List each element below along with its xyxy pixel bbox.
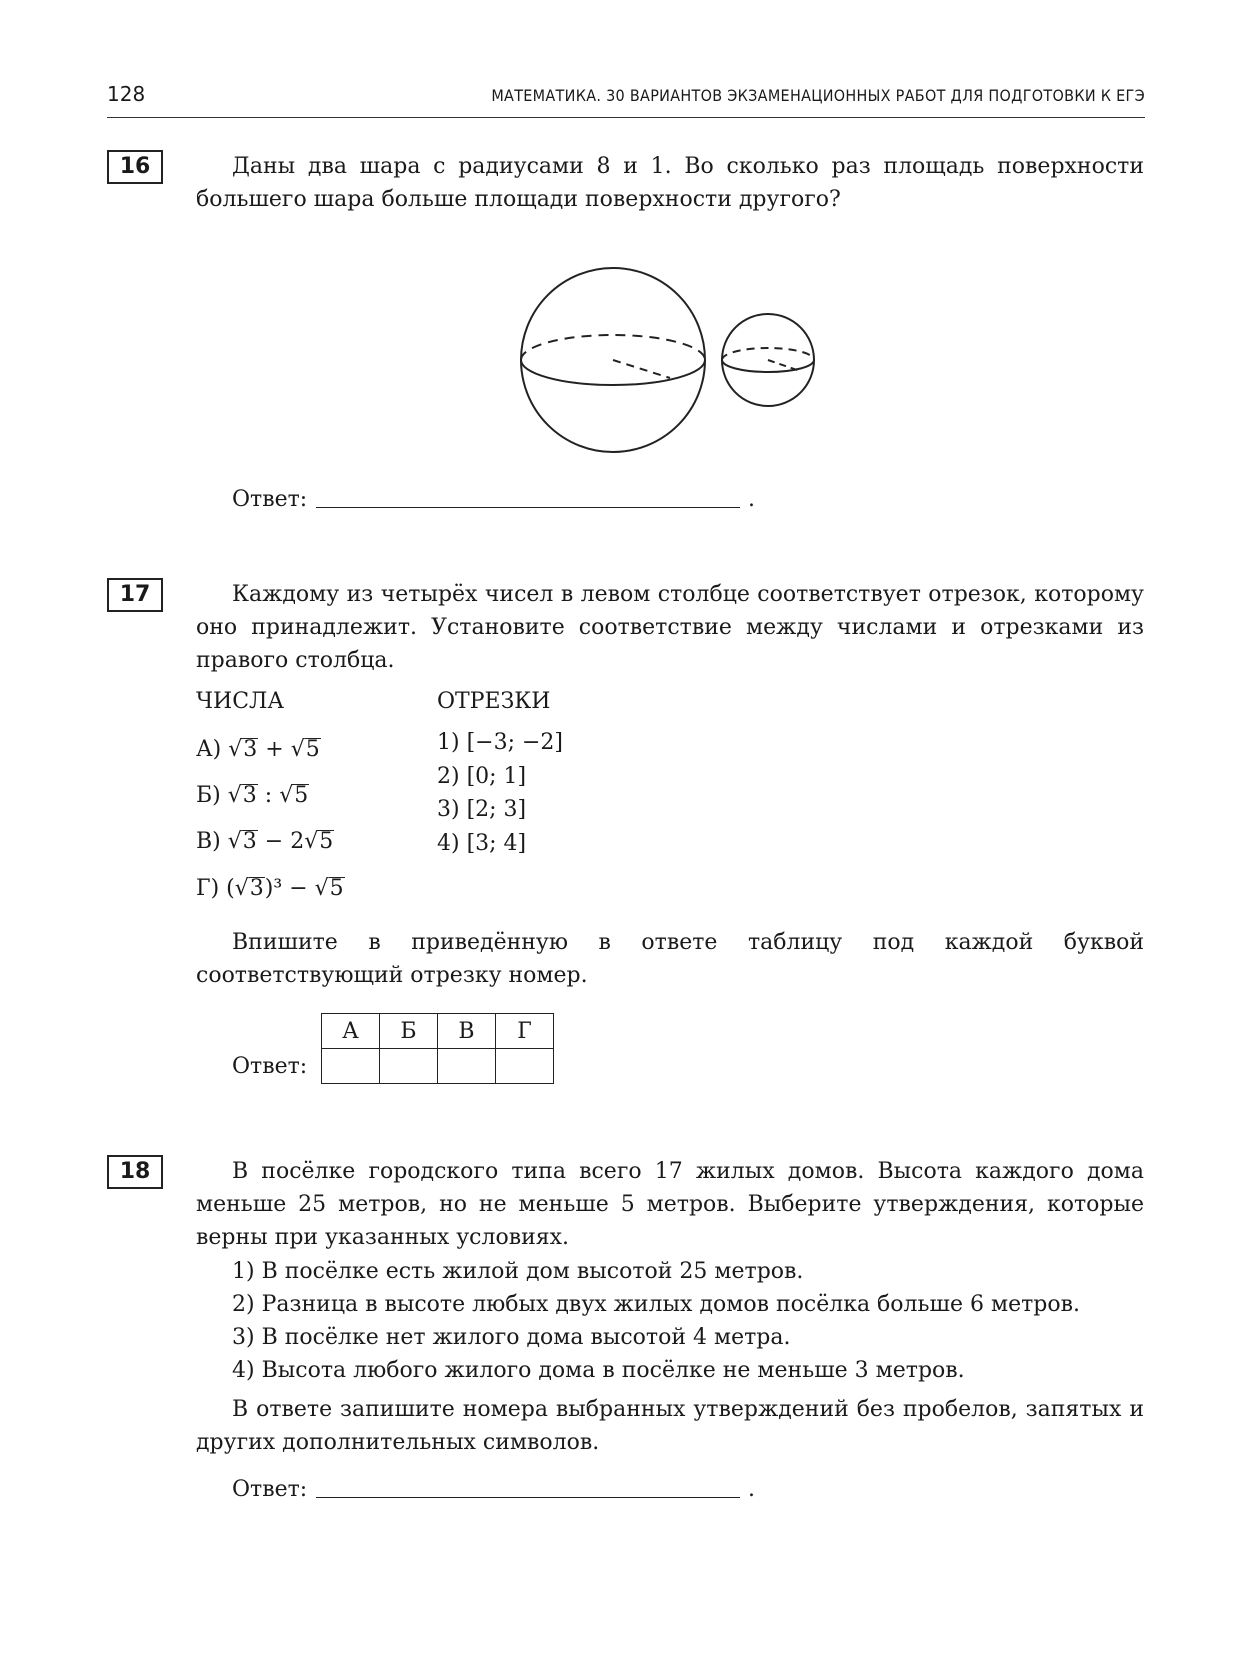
radicand: 3: [249, 876, 264, 901]
operator: +: [265, 737, 284, 762]
task-17-instruction: Впишите в приведённую в ответе таблицу под каждой буквой соответствующий отрезку номер.: [196, 930, 1144, 988]
answer-table-input-row: [322, 1049, 554, 1084]
task-18-answer-field[interactable]: [316, 1497, 740, 1498]
answer-cell-v[interactable]: [438, 1049, 496, 1084]
answer-table: [321, 1013, 554, 1084]
answer-cell-g[interactable]: [496, 1049, 554, 1084]
statement-3: 3) В посёлке нет жилого дома высотой 4 метра.: [232, 1325, 791, 1350]
book-title: МАТЕМАТИКА. 30 ВАРИАНТОВ ЭКЗАМЕНАЦИОННЫХ РАБОТ ДЛЯ ПОДГОТОВКИ К ЕГЭ: [491, 86, 1145, 105]
number-item-label: В): [196, 829, 221, 854]
answer-table-header-row: [322, 1014, 554, 1049]
answer-table-header: А: [322, 1014, 380, 1049]
task-18-instruction: В ответе запишите номера выбранных утверждений без пробелов, запятых и других дополнительных символов.: [196, 1397, 1144, 1455]
radicand: 5: [294, 783, 309, 808]
small-equator-front: [722, 360, 814, 372]
segments-column-header: ОТРЕЗКИ: [437, 689, 551, 714]
radicand: 3: [243, 737, 258, 762]
statement-4: 4) Высота любого жилого дома в посёлке не меньше 3 метров.: [232, 1358, 965, 1383]
open-paren: (: [226, 876, 235, 901]
spheres-figure: [510, 262, 830, 462]
operator: :: [264, 783, 273, 808]
task-18-number: 18: [107, 1155, 163, 1189]
segment-item-4: 4) [3; 4]: [437, 831, 527, 856]
task-16-number: 16: [107, 150, 163, 184]
task-18-answer-label: Ответ:: [232, 1477, 308, 1502]
statement-1: 1) В посёлке есть жилой дом высотой 25 метров.: [232, 1259, 804, 1284]
operator: −: [289, 876, 308, 901]
close-paren-power: )³: [264, 876, 283, 901]
segment-item-2: 2) [0; 1]: [437, 764, 527, 789]
radicand: 5: [319, 829, 334, 854]
segment-item-1: 1) [−3; −2]: [437, 730, 564, 755]
answer-cell-b[interactable]: [380, 1049, 438, 1084]
header-divider: [107, 117, 1145, 118]
answer-cell-a[interactable]: [322, 1049, 380, 1084]
answer-table-header: Г: [496, 1014, 554, 1049]
number-item-label: Б): [196, 783, 221, 808]
number-item-v: В) √3 − 2√5: [196, 829, 334, 854]
task-17-text: Каждому из четырёх чисел в левом столбце соответствует отрезок, которому оно принадлежит. Установите соответствие между числами и отрезками из правого столбца.: [196, 582, 1144, 673]
number-item-label: Г): [196, 876, 220, 901]
numbers-column-header: ЧИСЛА: [196, 689, 285, 714]
task-17-answer-label: Ответ:: [232, 1054, 308, 1079]
task-16-answer-field[interactable]: [316, 507, 740, 508]
number-item-g: Г) (√3)³ − √5: [196, 876, 344, 901]
coefficient: 2: [290, 829, 305, 854]
number-item-label: А): [196, 737, 222, 762]
operator: −: [264, 829, 284, 854]
task-16-answer-end: .: [748, 487, 755, 512]
small-radius: [768, 360, 800, 371]
task-18-answer-end: .: [748, 1477, 755, 1502]
page-number: 128: [107, 82, 146, 106]
task-18-text: В посёлке городского типа всего 17 жилых домов. Высота каждого дома меньше 25 метров, но не меньше 5 метров. Выберите утверждения, которые верны при указанных условиях.: [196, 1159, 1144, 1250]
number-item-b: Б) √3 : √5: [196, 783, 309, 808]
task-17-number: 17: [107, 578, 163, 612]
radicand: 3: [242, 783, 257, 808]
statement-2: 2) Разница в высоте любых двух жилых домов посёлка больше 6 метров.: [232, 1292, 1080, 1317]
answer-table-header: Б: [380, 1014, 438, 1049]
big-equator-front: [521, 360, 705, 385]
big-radius: [613, 360, 670, 378]
radicand: 3: [242, 829, 257, 854]
number-item-a: А) √3 + √5: [196, 737, 320, 762]
segment-item-3: 3) [2; 3]: [437, 797, 527, 822]
big-equator-back: [521, 335, 705, 360]
radicand: 5: [305, 737, 320, 762]
answer-table-header: В: [438, 1014, 496, 1049]
small-equator-back: [722, 348, 814, 360]
radicand: 5: [329, 876, 344, 901]
task-16-answer-label: Ответ:: [232, 487, 308, 512]
task-16-text: Даны два шара с радиусами 8 и 1. Во сколько раз площадь поверхности большего шара больше площади поверхности другого?: [196, 154, 1144, 212]
